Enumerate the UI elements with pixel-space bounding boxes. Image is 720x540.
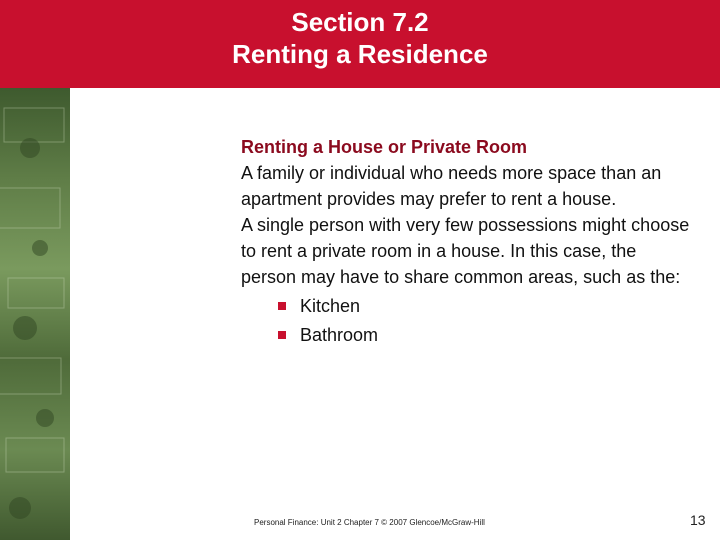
common-areas-list bbox=[278, 293, 691, 348]
paragraph-private-room: A single person with very few possessions might choose to rent a private room in a house. In this case, the person may have to share common areas, such as the: bbox=[241, 215, 690, 287]
background-fade bbox=[70, 88, 130, 540]
list-item bbox=[278, 322, 691, 348]
page-number: 13 bbox=[690, 512, 706, 528]
list-item bbox=[278, 293, 691, 319]
money-background-image bbox=[0, 88, 70, 540]
body-heading: Renting a House or Private Room bbox=[241, 137, 528, 157]
slide-title bbox=[110, 6, 610, 70]
list-item-label: Bathroom bbox=[300, 325, 379, 345]
square-bullet-icon bbox=[278, 331, 286, 339]
section-title: Renting a Residence bbox=[232, 39, 488, 69]
paragraph-house: A family or individual who needs more space than an apartment provides may prefer to rent a house. bbox=[241, 163, 662, 209]
list-item-label: Kitchen bbox=[300, 296, 361, 316]
footer-credit: Personal Finance: Unit 2 Chapter 7 © 2007 Glencoe/McGraw-Hill bbox=[254, 518, 485, 527]
title-banner bbox=[0, 0, 720, 88]
section-label: Section 7.2 bbox=[291, 7, 429, 37]
slide-body bbox=[241, 134, 691, 348]
square-bullet-icon bbox=[278, 302, 286, 310]
